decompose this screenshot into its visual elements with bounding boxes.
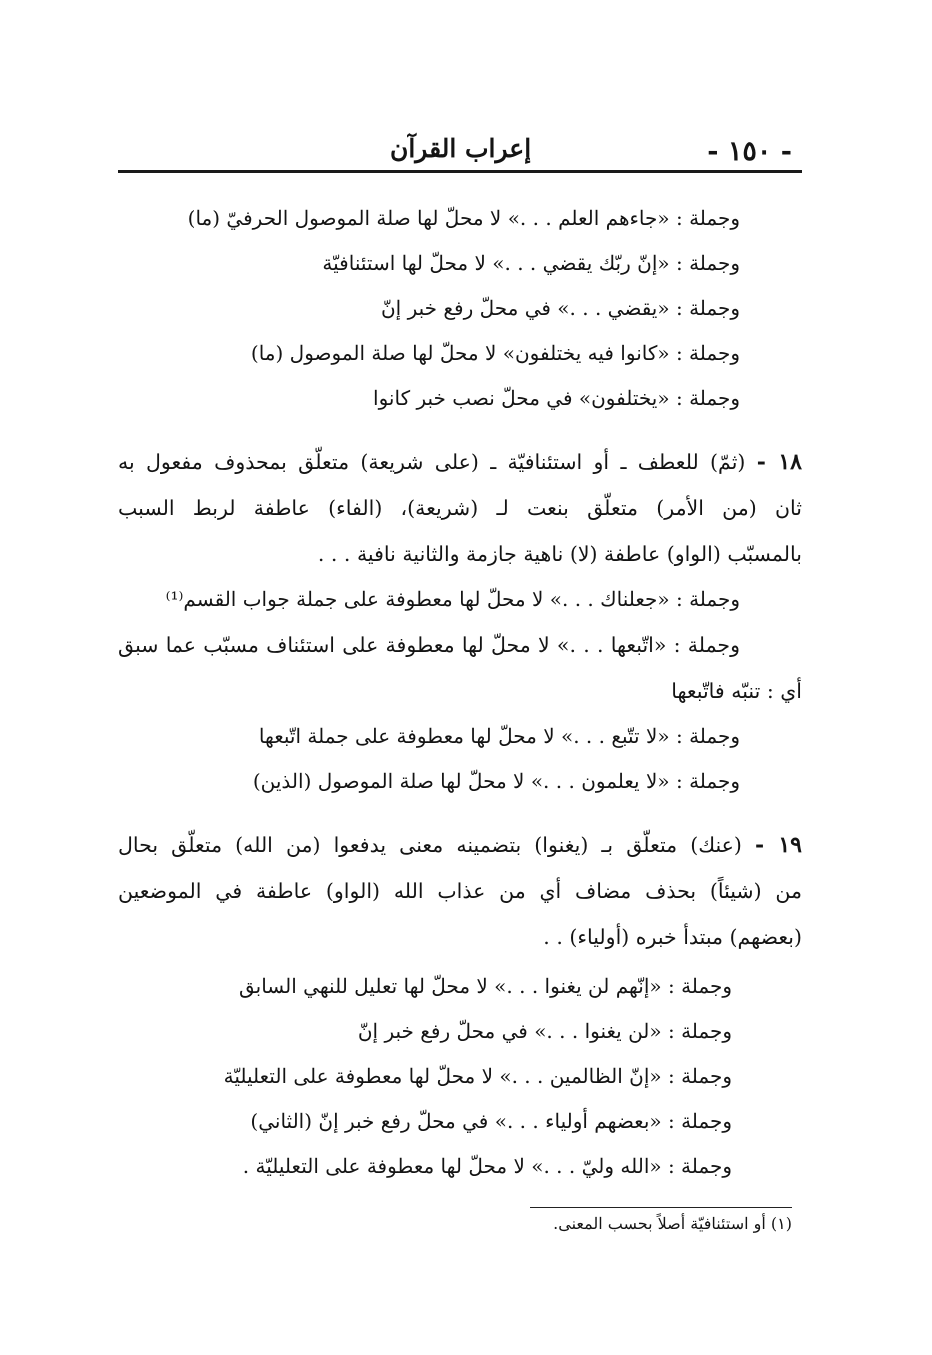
sentence-line: وجملة : «لا تتّبع . . .» لا محلّ لها معطوفة على جملة اتّبعها	[258, 724, 740, 748]
sentence-line: وجملة : «يختلفون» في محلّ نصب خبر كانوا	[373, 386, 740, 410]
sentence-line: وجملة : «جعلناك . . .» لا محلّ لها معطوفة على جملة جواب القسم⁽¹⁾	[165, 587, 740, 611]
sentence-list-1	[118, 196, 802, 421]
sentence-line: وجملة : «جاءهم العلم . . .» لا محلّ لها صلة الموصول الحرفيّ (ما)	[187, 206, 740, 230]
paragraph-line: وجملة : «اتّبعها . . .» لا محلّ لها معطوفة على استئناف مسبّب عما سبق	[118, 633, 740, 657]
paragraph-18	[118, 439, 802, 577]
paragraph-line: ثان (من الأمر) متعلّق بنعت لـ (شريعة)، (الفاء) عاطفة لربط السبب	[118, 496, 802, 520]
verse-number: ١٩ -	[755, 832, 802, 858]
sentence-list-4	[118, 964, 802, 1189]
sentence-line: وجملة : «يقضي . . .» في محلّ رفع خبر إنّ	[380, 296, 740, 320]
page-content	[118, 196, 802, 1189]
footnote-divider	[530, 1207, 792, 1208]
sentence-line: وجملة : «لا يعلمون . . .» لا محلّ لها صلة الموصول (الذين)	[252, 769, 740, 793]
verse-number: ١٨ -	[756, 449, 802, 475]
paragraph-line: من (شيئاً) بحذف مضاف أي من عذاب الله (الواو) عاطفة في الموضعين	[118, 879, 802, 903]
sentence-line: وجملة : «لن يغنوا . . .» في محلّ رفع خبر إنّ	[357, 1019, 732, 1043]
paragraph-line: (بعضهم) مبتدأ خبره (أولياء) . .	[543, 925, 802, 949]
paragraph-line: ١٩ - (عنك) متعلّق بـ (يغنوا) بتضمينه معنى يدفعوا (من الله) متعلّق بحال	[118, 832, 802, 858]
sentence-list-2	[118, 577, 802, 622]
paragraph-line: أي : تنبّه فاتّبعها	[671, 679, 802, 703]
book-title: إعراب القرآن	[390, 134, 532, 163]
sentence-line: وجملة : «إنّ ربّك يقضي . . .» لا محلّ لها استئنافيّة	[322, 251, 740, 275]
paragraph-19	[118, 822, 802, 960]
page-number: - ١٥٠ -	[707, 136, 792, 167]
sentence-line: وجملة : «كانوا فيه يختلفون» لا محلّ لها صلة الموصول (ما)	[250, 341, 740, 365]
sentence-line: وجملة : «إنّهم لن يغنوا . . .» لا محلّ لها تعليل للنهي السابق	[238, 974, 732, 998]
sentence-list-3	[118, 714, 802, 804]
sentence-wrapped	[118, 622, 802, 714]
paragraph-line: ١٨ - (ثمّ) للعطف ـ أو استئنافيّة ـ (على شريعة) متعلّق بمحذوف مفعول به	[118, 449, 802, 475]
footnote: (١) أو استئنافيّة أصلاً بحسب المعنى.	[553, 1214, 792, 1233]
sentence-line: وجملة : «الله وليّ . . .» لا محلّ لها معطوفة على التعليليّة .	[242, 1154, 732, 1178]
sentence-line: وجملة : «بعضهم أولياء . . .» في محلّ رفع خبر إنّ (الثاني)	[250, 1109, 732, 1133]
page-header	[118, 132, 802, 173]
paragraph-line: بالمسبّب (الواو) عاطفة (لا) ناهية جازمة والثانية نافية . . .	[317, 542, 802, 566]
sentence-line: وجملة : «إنّ الظالمين . . .» لا محلّ لها معطوفة على التعليليّة	[223, 1064, 732, 1088]
